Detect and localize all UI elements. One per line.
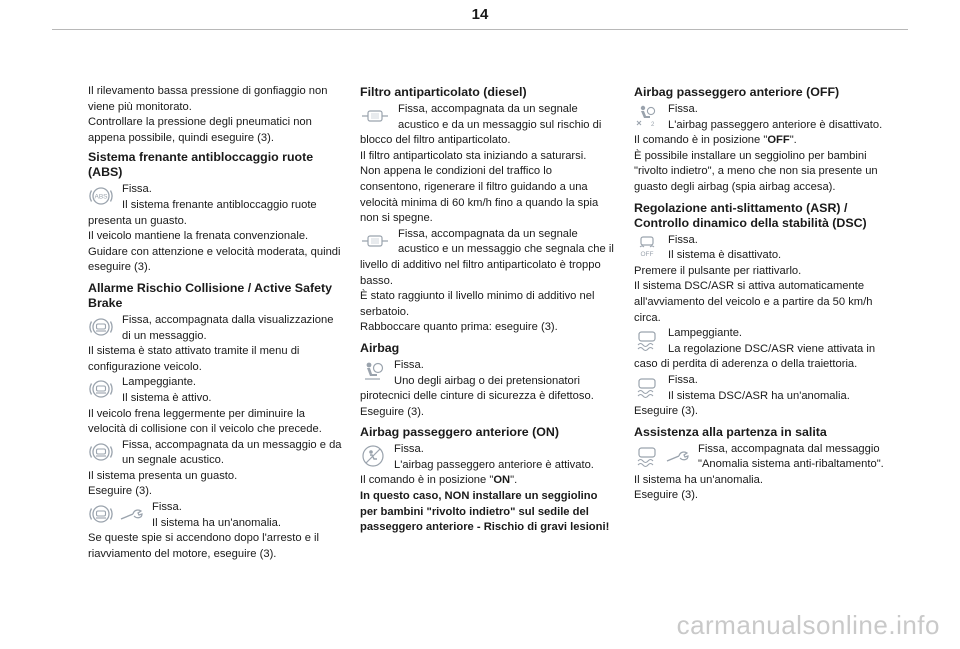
collision-alert-icon (88, 501, 114, 527)
dpf-title: Filtro antiparticolato (diesel) (360, 85, 527, 99)
collision-text: Lampeggiante. (122, 376, 197, 389)
particulate-filter-icon (360, 103, 390, 129)
airbag-on-text: Fissa. (394, 443, 424, 456)
collision-entry-2 (88, 375, 344, 406)
airbag-text: Eseguire (3). (360, 405, 425, 418)
collision-entry-3 (88, 438, 344, 469)
dpf-entry-1 (360, 102, 616, 149)
collision-text: Il sistema presenta un guasto. (88, 469, 238, 482)
dpf-text: È stato raggiunto il livello minimo di additivo nel serbatoio. (360, 290, 595, 318)
svg-text:ABS: ABS (94, 193, 108, 201)
collision-text: Il sistema ha un'anomalia. (152, 516, 281, 529)
collision-text: Eseguire (3). (88, 485, 153, 498)
collision-text: Fissa, accompagnata da un messaggio e da un segnale acustico. (122, 438, 342, 467)
hill-start-text: Il sistema ha un'anomalia. (634, 473, 763, 486)
intro-text: Controllare la pressione degli pneumatici non appena possibile, quindi eseguire (3). (88, 116, 312, 144)
column-3 (634, 84, 890, 504)
dpf-text: Non appena le condizioni del traffico lo consentono, rigenerare il filtro guidando a una velocità minima di 60 km/h fino a quando la spia non si spegne. (360, 165, 599, 225)
collision-alert-icon (88, 376, 114, 402)
asr-text: Premere il pulsante per riattivarlo. (634, 264, 802, 277)
asr-text: Fissa. (668, 373, 698, 386)
abs-text: Il veicolo mantiene la frenata convenzionale. (88, 230, 309, 243)
airbag-entry (360, 358, 616, 405)
dpf-entry-2 (360, 227, 616, 289)
airbag-icon (360, 359, 386, 385)
dpf-text: Fissa, accompagnata da un segnale acustico e da un messaggio sul rischio di blocco del filtro antiparticolato. (360, 103, 602, 147)
hill-start-text: Fissa, accompagnata dal messaggio "Anomalia sistema anti-ribaltamento". (698, 442, 884, 471)
svg-text:OFF: OFF (640, 250, 654, 258)
collision-title: Allarme Rischio Collisione / Active Safety Brake (88, 280, 332, 310)
airbag-on-warning: In questo caso, NON installare un seggiolino per bambini "rivolto indietro" sul sedile del passeggero anteriore - Rischio di gravi lesioni! (360, 490, 610, 534)
airbag-on-text: L'airbag passeggero anteriore è attivato. (394, 458, 594, 471)
abs-text: Il sistema frenante antibloccaggio ruote presenta un guasto. (88, 198, 317, 227)
abs-status: Fissa. (122, 183, 152, 196)
dsc-icon (634, 374, 660, 400)
dsc-icon (634, 327, 660, 353)
abs-title: Sistema frenante antibloccaggio ruote (ABS) (88, 150, 314, 180)
asr-entry-1 (634, 233, 890, 264)
wrench-icon (118, 501, 144, 527)
asr-text: Il sistema DSC/ASR si attiva automaticamente all'avviamento del veicolo e a partire da 50 km/h circa. (634, 280, 873, 324)
dsc-off-icon (634, 234, 660, 260)
asr-title: Regolazione anti-slittamento (ASR) / Controllo dinamico della stabilità (DSC) (634, 200, 867, 230)
airbag-on-title: Airbag passeggero anteriore (ON) (360, 425, 559, 440)
intro-text: Il rilevamento bassa pressione di gonfiaggio non viene più monitorato. (88, 85, 328, 113)
particulate-filter-icon (360, 228, 390, 254)
collision-alert-icon (88, 439, 114, 465)
airbag-off-text: L'airbag passeggero anteriore è disattivato. (668, 118, 883, 131)
collision-text: Il veicolo frena leggermente per diminuire la velocità di collisione con il veicolo che precede. (88, 407, 322, 436)
passenger-airbag-off-icon (634, 103, 660, 129)
watermark: carmanualsonline.info (676, 610, 940, 640)
airbag-off-text: Fissa. (668, 103, 698, 115)
airbag-off-text: È possibile installare un seggiolino per bambini "rivolto indietro", a meno che non sia presente un guasto degli airbag (spia airbag accesa). (634, 149, 878, 193)
header-divider (52, 29, 908, 30)
airbag-off-title: Airbag passeggero anteriore (OFF) (634, 85, 840, 99)
asr-text: Eseguire (3). (634, 405, 699, 418)
svg-text:2: 2 (651, 122, 655, 128)
asr-text: Fissa. (668, 233, 698, 246)
dpf-text: Fissa, accompagnata da un segnale acustico e un messaggio che segnala che il livello di additivo nel filtro antiparticolato è troppo basso. (360, 227, 614, 287)
collision-text: Se queste spie si accendono dopo l'arresto e il riavviamento del motore, eseguire (3). (88, 532, 320, 560)
collision-text: Fissa. (152, 501, 182, 514)
airbag-text: Fissa. (394, 358, 424, 371)
hill-start-icon (634, 443, 660, 469)
airbag-off-text: Il comando è in posizione "OFF". (634, 134, 797, 147)
dpf-text: Rabboccare quanto prima: eseguire (3). (360, 321, 558, 334)
asr-text: Il sistema è disattivato. (668, 249, 782, 262)
airbag-text: Uno degli airbag o dei pretensionatori pirotecnici delle cinture di sicurezza è difettoso. (360, 374, 594, 403)
asr-text: La regolazione DSC/ASR viene attivata in caso di perdita di aderenza o della traiettoria. (634, 342, 876, 371)
abs-warning-icon (88, 183, 114, 209)
abs-entry (88, 182, 344, 229)
hill-start-title: Assistenza alla partenza in salita (634, 424, 827, 439)
hill-start-entry (634, 442, 890, 473)
airbag-title: Airbag (360, 340, 400, 355)
abs-text: Guidare con attenzione e velocità moderata, quindi eseguire (3). (88, 245, 341, 274)
airbag-on-text: Il comando è in posizione "ON". (360, 474, 518, 487)
page-number: 14 (471, 6, 489, 23)
airbag-on-entry (360, 442, 616, 473)
asr-text: Lampeggiante. (668, 327, 743, 340)
column-1 (88, 84, 344, 562)
collision-text: Il sistema è stato attivato tramite il menu di configurazione veicolo. (88, 345, 300, 373)
collision-entry-4 (88, 500, 344, 531)
collision-alert-icon (88, 314, 114, 340)
collision-text: Fissa, accompagnata dalla visualizzazione di un messaggio. (122, 313, 334, 342)
wrench-icon (664, 443, 690, 469)
hill-start-text: Eseguire (3). (634, 489, 699, 502)
passenger-airbag-on-icon (360, 443, 386, 469)
column-2 (360, 84, 616, 536)
collision-entry-1 (88, 313, 344, 344)
asr-entry-2 (634, 326, 890, 373)
asr-text: Il sistema DSC/ASR ha un'anomalia. (668, 389, 850, 402)
dpf-text: Il filtro antiparticolato sta iniziando a saturarsi. (360, 149, 587, 162)
collision-text: Il sistema è attivo. (122, 391, 212, 404)
airbag-off-entry (634, 102, 890, 133)
asr-entry-3 (634, 373, 890, 404)
